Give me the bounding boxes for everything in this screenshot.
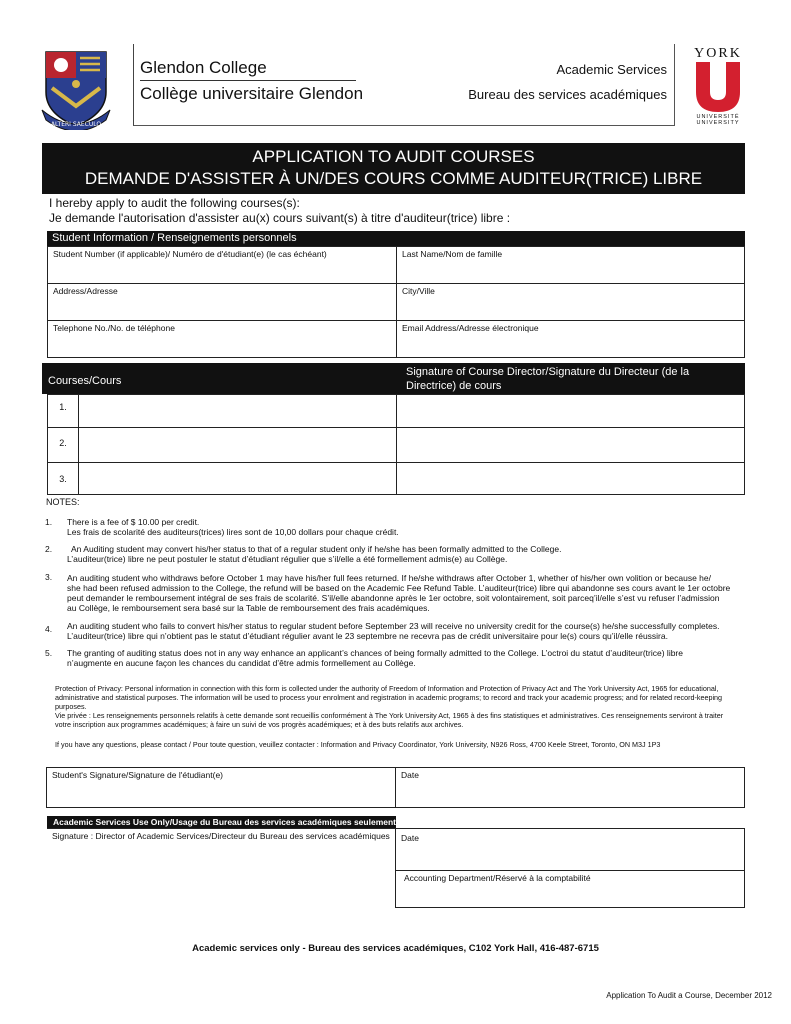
york-tag-en: UNIVERSITY [696,120,740,126]
note-2: An Auditing student may convert his/her status to that of a regular student only if he/she has been formally admitted to the College. L’auditeur(trice) libre ne peut postuler le statut d’étudiant régulier que s’il/elle a été formellement admis(e) au Collège. [67,544,562,564]
director-signature-label: Signature : Director of Academic Services/Directeur du Bureau des services académiques [52,831,390,841]
note-1: There is a fee of $ 10.00 per credit. Les frais de scolarité des auditeurs(trices) lires sont de 10,00 dollars pour chaque crédit. [67,517,399,537]
course-input-3[interactable] [78,462,397,495]
last-name-field[interactable] [396,246,745,284]
york-u-icon [688,62,748,112]
course-director-signature-3[interactable] [396,462,745,495]
form-title-en: APPLICATION TO AUDIT COURSES [252,147,535,166]
note-number: 3. [45,572,53,582]
course-row-number: 1. [47,394,79,428]
city-field[interactable] [396,283,745,321]
york-university-logo [688,46,748,132]
course-row-number: 3. [47,462,79,495]
department-name-fr: Bureau des services académiques [468,87,667,102]
course-input-1[interactable] [78,394,397,428]
email-label: Email Address/Adresse électronique [402,323,539,333]
course-director-signature-1[interactable] [396,394,745,428]
college-name-fr: Collège universitaire Glendon [140,84,364,103]
privacy-notice: Protection of Privacy: Personal information in connection with this form is collected under the authority of Freedom of Information and Protection of Privacy Act and The York University Act, 1965 for educational, administrative and statistical purposes. The information will be used to process your enrolment and registration in academic programs; to record and track your academic progress; and for related record-keeping purposes. Vie privée : Les renseignements personnels relatifs à cette demande sont recueillis conformément à The York University Act, 1965 à des fins statistiques et administratives. Ces renseignements serviront à traiter votre inscription aux programmes académiques; à faire un suivi de vos progrès académiques; et à des buts relatifs aux archives. [55,684,724,729]
note-5: The granting of auditing status does not in any way enhance an applicant’s chances of being formally admitted to the College. L’octroi du statut d’auditeur(trice) libre n’augmente en aucune façon les chances du candidat d’être admis formellement au Collège. [67,648,683,668]
director-date-label: Date [401,833,419,843]
course-director-signature-2[interactable] [396,427,745,463]
city-label: City/Ville [402,286,435,296]
address-field[interactable] [47,283,397,321]
crest-motto: ALTERI SAECULO [50,121,102,128]
director-signature-field[interactable] [47,828,396,908]
director-date-field[interactable] [395,828,745,871]
note-3: An auditing student who withdraws before October 1 may have his/her full fees returned. If he/she withdraws after October 1, whether of his/her own volition or because he/ she had been refused admission to the College, the refund will be based on the Academic Fee Refund Table. L’auditeur(trice) libre qui abandonne ses cours avant le 1er octobre peut demander le remboursement intégral de ses frais de scolarité. S’il/elle abandonne après le 1er octobre, soit volontairement, soit parceq’il/elle s’est vu refuser l’admission au Collège, le remboursement sera basé sur la Table de remboursement des frais académiques. [67,573,731,613]
email-field[interactable] [396,320,745,358]
accounting-field[interactable] [395,870,745,908]
form-title-fr: DEMANDE D'ASSISTER À UN/DES COURS COMME AUDITEUR(TRICE) LIBRE [84,169,703,188]
intro-fr: Je demande l'autorisation d'assister au(x) cours suivant(s) à titre d'auditeur(trice) libre : [49,211,511,225]
course-director-signature-heading: Signature of Course Director/Signature du Directeur (de la Directrice) de cours [396,363,745,394]
address-label: Address/Adresse [53,286,118,296]
note-number: 4. [45,624,53,634]
phone-label: Telephone No./No. de téléphone [53,323,175,333]
note-number: 2. [45,544,53,554]
phone-field[interactable] [47,320,397,358]
footer-contact: Academic services only - Bureau des services académiques, C102 York Hall, 416-487-6715 [192,943,599,954]
intro-en: I hereby apply to audit the following courses(s): [49,196,300,210]
course-input-2[interactable] [78,427,397,463]
student-date-label: Date [401,770,419,780]
notes-heading: NOTES: [46,497,80,507]
form-title-band [42,143,745,194]
college-divider [140,80,356,81]
form-version: Application To Audit a Course, December 2012 [606,991,772,1000]
office-use-heading: Academic Services Use Only/Usage du Bureau des services académiques seulement [47,816,396,828]
note-number: 5. [45,648,53,658]
department-name-en: Academic Services [556,62,667,77]
accounting-label: Accounting Department/Réservé à la comptabilité [404,873,591,883]
privacy-contact: If you have any questions, please contact / Pour toute question, veuillez contacter : Information and Privacy Coordinator, York University, N926 Ross, 4700 Keele Street, Toronto, ON M3J 1P3 [55,740,661,749]
glendon-crest-logo [40,48,112,130]
student-number-label: Student Number (if applicable)/ Numéro de d'étudiant(e) (le cas échéant) [53,249,327,259]
college-name-en: Glendon College [140,58,267,77]
note-number: 1. [45,517,53,527]
student-info-heading: Student Information / Renseignements personnels [47,231,745,246]
york-wordmark: YORK [694,46,742,61]
york-tag-fr: UNIVERSITÉ [696,114,740,120]
note-4: An auditing student who fails to convert his/her status to regular student before September 23 will receive no university credit for the course(s) he/she successfully completes. L’auditeur(trice) libre qui n’obtient pas le statut d’étudiant régulier avant le 23 septembre ne recevra pas de crédit universitaire pour le(s) cours qu’il/elle réussira. [67,621,720,641]
last-name-label: Last Name/Nom de famille [402,249,503,259]
courses-heading: Courses/Cours [42,363,396,394]
student-date-field[interactable] [395,767,745,808]
student-signature-label: Student's Signature/Signature de l'étudiant(e) [52,770,223,780]
student-signature-field[interactable] [46,767,396,808]
student-number-field[interactable] [47,246,397,284]
course-row-number: 2. [47,427,79,463]
